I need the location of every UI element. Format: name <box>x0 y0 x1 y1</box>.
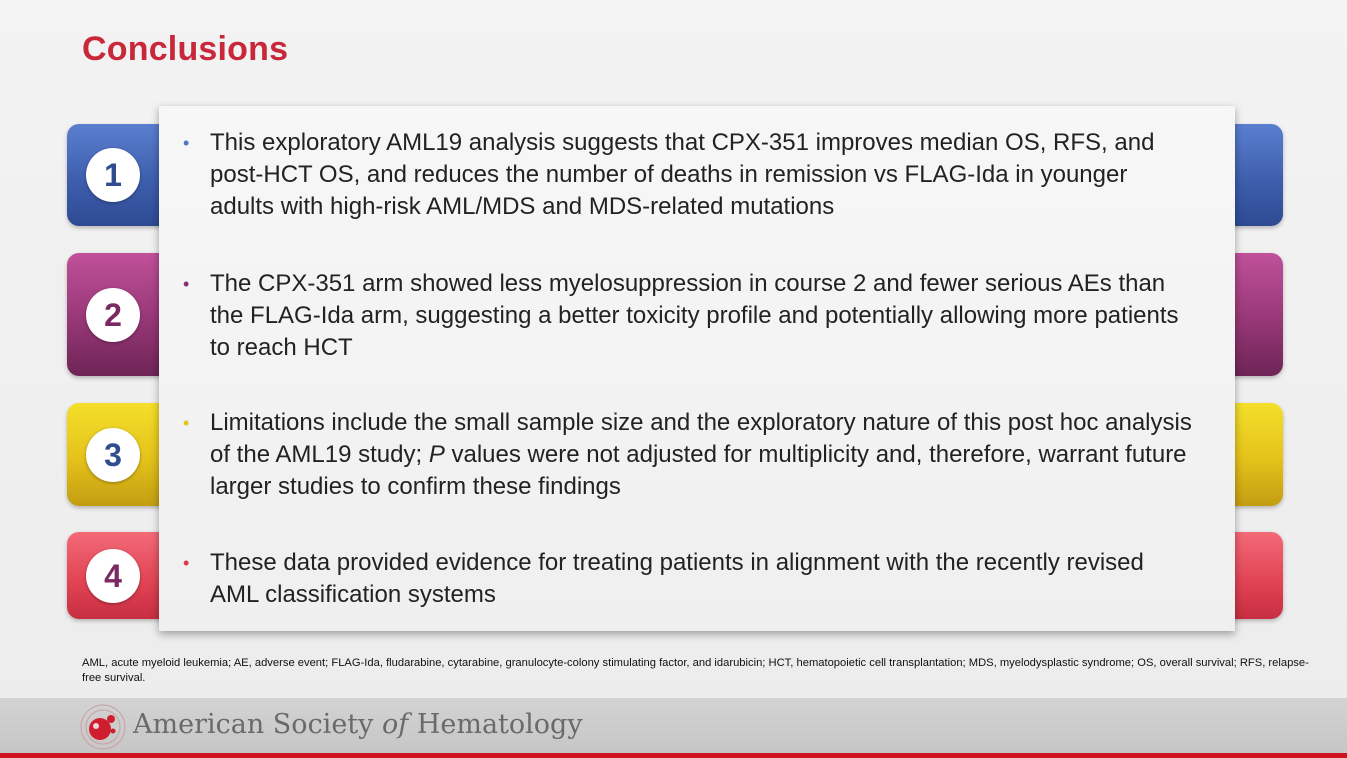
abbreviations-footnote: AML, acute myeloid leukemia; AE, adverse event; FLAG-Ida, fludarabine, cytarabine, granulocyte-colony stimulating factor, and idarubicin; HCT, hematopoietic cell transplantation; MDS, myelodysplastic syndrome; OS, overall survival; RFS, relapse-free survival. <box>82 657 1309 684</box>
item-number-2: 2 <box>86 288 140 342</box>
conclusion-text-4: These data provided evidence for treating patients in alignment with the recently revised AML classification systems <box>210 549 1144 608</box>
conclusion-item-1 <box>183 127 1193 223</box>
org-name-prefix: American Society <box>133 709 382 740</box>
conclusion-item-4 <box>183 547 1193 611</box>
item-number-1: 1 <box>86 148 140 202</box>
conclusions-card <box>159 106 1235 631</box>
organization-name <box>133 709 583 740</box>
bullet-dot-icon: • <box>183 413 190 433</box>
item-number-3: 3 <box>86 428 140 482</box>
org-name-of: of <box>382 709 409 740</box>
conclusion-text-3b: values were not adjusted for multiplicity and, therefore, warrant future larger studies to confirm these findings <box>210 441 1187 500</box>
conclusion-item-3 <box>183 407 1193 503</box>
footer-accent-stripe <box>0 753 1347 758</box>
p-value-symbol: P <box>428 441 445 468</box>
conclusion-text-2: The CPX-351 arm showed less myelosuppression in course 2 and fewer serious AEs than the FLAG-Ida arm, suggesting a better toxicity profile and potentially allowing more patients to reach HCT <box>210 270 1179 361</box>
conclusion-text-3a: Limitations include the small sample size and the exploratory nature of this post hoc analysis of the AML19 study; <box>210 409 1192 468</box>
conclusion-text-3 <box>210 407 1193 503</box>
bullet-dot-icon: • <box>183 553 190 573</box>
bullet-dot-icon: • <box>183 274 190 294</box>
slide-title: Conclusions <box>82 30 289 68</box>
conclusion-item-2 <box>183 268 1193 364</box>
item-number-4: 4 <box>86 549 140 603</box>
conclusion-text-1: This exploratory AML19 analysis suggests that CPX-351 improves median OS, RFS, and post-HCT OS, and reduces the number of deaths in remission vs FLAG-Ida in younger adults with high-risk AML/MDS and MDS-related mutations <box>210 129 1155 220</box>
bullet-dot-icon: • <box>183 133 190 153</box>
org-name-suffix: Hematology <box>408 709 583 740</box>
ash-seal-icon <box>80 704 126 750</box>
